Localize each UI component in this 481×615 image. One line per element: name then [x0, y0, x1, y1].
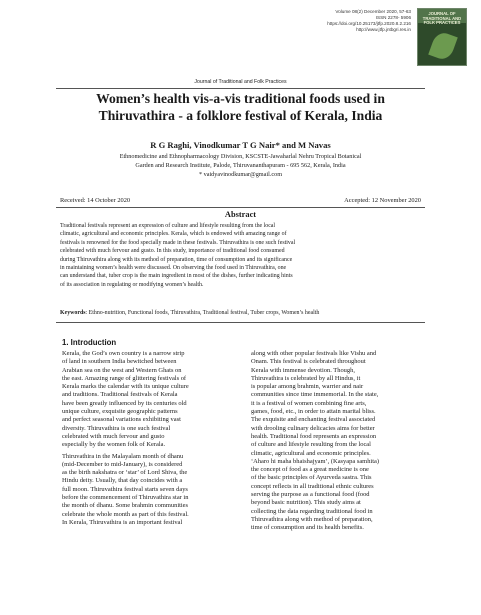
- body-line: ‘Aharo hi maha bhaishajyam’, (Kasyapa samhita): [251, 457, 379, 465]
- body-line: before the commencement of Thiruvathira star in: [62, 494, 189, 502]
- meta-issn: ISSN 2278- 5906: [375, 15, 411, 20]
- body-line: The exquisite and enchanting festival associated: [251, 416, 376, 424]
- section-heading: 1. Introduction: [62, 338, 117, 347]
- body-line: of the basic principles of Ayurveda sastra. This: [251, 474, 372, 482]
- body-line: the concept of food as a great medicine is one: [251, 466, 369, 474]
- title-line-1: Women’s health vis-a-vis traditional foods used in: [96, 91, 385, 106]
- body-line: unique culture, exquisite geographic patterns: [62, 408, 178, 416]
- body-line: as the birth nakshatra or ‘star’ of Lord Shiva, the: [62, 469, 188, 477]
- body-line: is popular among brahmin, warrier and nair: [251, 383, 364, 391]
- journal-metadata: [261, 9, 411, 33]
- body-line: Hindu deity. Usually, that day coincides with a: [62, 477, 183, 485]
- abstract-line: can understand that, tuber crop is the main ingredient in most of the dishes, further indicating hints: [60, 273, 293, 280]
- body-paragraph: [62, 350, 235, 450]
- abstract-line: in maintaining women’s health were discussed. On observing the food used in Thiruvathira, one: [60, 265, 287, 272]
- meta-url[interactable]: http://www.jtfp.jntbgri.res.in: [356, 27, 411, 32]
- abstract-text: [60, 222, 421, 289]
- body-column-right: [251, 350, 424, 536]
- keywords-text: : Ethno-nutrition, Functional foods, Thiruvathira, Traditional festival, Tuber crops, Women’s health: [85, 310, 320, 316]
- body-paragraph: [251, 350, 424, 533]
- body-line: Thiruvathira in the Malayalam month of dhanu: [62, 452, 184, 460]
- body-line: health. Traditional food represents an expression: [251, 432, 377, 440]
- keywords: [60, 310, 421, 316]
- body-line: celebrated with much fervour and gusto: [62, 432, 165, 440]
- body-line: communities since time immemorial. In the state,: [251, 391, 379, 399]
- body-paragraph: [62, 453, 235, 528]
- body-line: games, food, etc., in order to attain marital bliss.: [251, 408, 376, 416]
- body-column-left: [62, 350, 235, 530]
- author-list: R G Raghi, Vinodkumar T G Nair* and M Navas: [150, 140, 331, 150]
- body-line: In Kerala, Thiruvathira is an important festival: [62, 518, 183, 526]
- body-line: and traditions. Traditional festivals of Kerala: [62, 391, 178, 399]
- body-line: climatic, agricultural and economic principles.: [251, 449, 371, 457]
- abstract-line: of its association in regulating or modifying women’s health.: [60, 281, 204, 288]
- body-line: especially by the women folk of Kerala.: [62, 441, 166, 449]
- article-title: [40, 91, 441, 124]
- journal-cover-image: [417, 8, 467, 66]
- body-line: and perfect seasonal variations exhibiting vast: [62, 416, 181, 424]
- abstract-heading: Abstract: [224, 210, 257, 219]
- abstract-line: Traditional festivals represent an expression of culture and lifestyle resulting from the local: [60, 223, 276, 229]
- body-line: have been greatly influenced by its centuries old: [62, 399, 187, 407]
- affiliation: [60, 152, 421, 179]
- body-line: Arabian sea on the west and Western Ghats on: [62, 366, 182, 374]
- body-line: celebrate the whole month as part of this festival.: [62, 510, 189, 518]
- body-line: diversity. Thiruvathira is one such festival: [62, 424, 171, 432]
- affiliation-line: Ethnomedicine and Ethnopharmacology Division, KSCSTE-Jawaharlal Nehru Tropical Botanical: [119, 153, 362, 160]
- body-line: Thiruvathira is celebrated by all Hindus, it: [251, 374, 361, 382]
- received-date: Received: 14 October 2020: [60, 197, 131, 204]
- body-line: beyond basic nutrition). This study aims at: [251, 499, 361, 507]
- body-line: (mid-December to mid-January), is considered: [62, 460, 183, 468]
- body-line: it is a festival of women combining fine arts,: [251, 399, 367, 407]
- body-line: Kerala with immense devotion. Though,: [251, 366, 355, 374]
- body-line: serving the purpose as a functional food (food: [251, 491, 370, 499]
- meta-volume: Volume 08(2) December 2020, 57-63: [335, 9, 411, 14]
- body-line: Kerala marks the calendar with its unique culture: [62, 383, 189, 391]
- corresponding-email[interactable]: * vaidyavinodkumar@gmail.com: [198, 171, 283, 178]
- cover-title: JOURNAL OF TRADITIONAL AND FOLK PRACTICES: [422, 11, 462, 26]
- leaf-icon: [428, 30, 458, 62]
- body-line: the east. Amazing range of glittering festivals of: [62, 374, 187, 382]
- body-line: Onam. This festival is celebrated throughout: [251, 358, 366, 366]
- body-line: of culture and lifestyle resulting from the local: [251, 441, 371, 449]
- dates-divider: [56, 207, 425, 208]
- abstract-line: climatic, agricultural and economic principles. Kerala, which is endowed with amazing range of: [60, 231, 287, 238]
- body-line: time of consumption and its health benefits.: [251, 524, 364, 532]
- body-line: of land in southern India bewitched between: [62, 358, 177, 366]
- body-line: concept reflects in all traditional ethnic cultures: [251, 482, 374, 490]
- body-line: along with other popular festivals like Vishu and: [251, 350, 377, 357]
- body-line: full moon. Thiruvathira festival starts seven days: [62, 485, 188, 493]
- keywords-label: Keywords: [60, 310, 86, 316]
- abstract-line: festivals is renowned for the food specially made in these festivals. Thiruvathira is one such festival: [60, 239, 296, 246]
- meta-doi[interactable]: https://doi.org/10.25173/jtfp.2020.8.2.216: [327, 21, 411, 26]
- abstract-line: during Thiruvathira along with its method of preparation, time of consumption and its significance: [60, 256, 293, 263]
- body-line: the month of dhanu. Some brahmin communities: [62, 502, 189, 510]
- title-line-2: Thiruvathira - a folklore festival of Kerala, India: [98, 107, 383, 123]
- header-divider: [56, 88, 425, 89]
- affiliation-line: Garden and Research Institute, Palode, Thiruvananthapuram - 695 562, Kerala, India: [135, 162, 346, 169]
- journal-name: Journal of Traditional and Folk Practices: [194, 79, 287, 85]
- body-line: Kerala, the God’s own country is a narrow strip: [62, 350, 185, 357]
- body-line: Thiruvathira along with method of preparation,: [251, 515, 373, 523]
- abstract-divider: [56, 322, 425, 323]
- body-line: with drooling culinary delicacies aims for better: [251, 424, 375, 432]
- body-line: collecting the data regarding traditional food in: [251, 507, 373, 515]
- accepted-date: Accepted: 12 November 2020: [344, 197, 421, 204]
- abstract-line: celebrated with much fervour and gusto. In this study, importance of traditional food consumed: [60, 248, 285, 255]
